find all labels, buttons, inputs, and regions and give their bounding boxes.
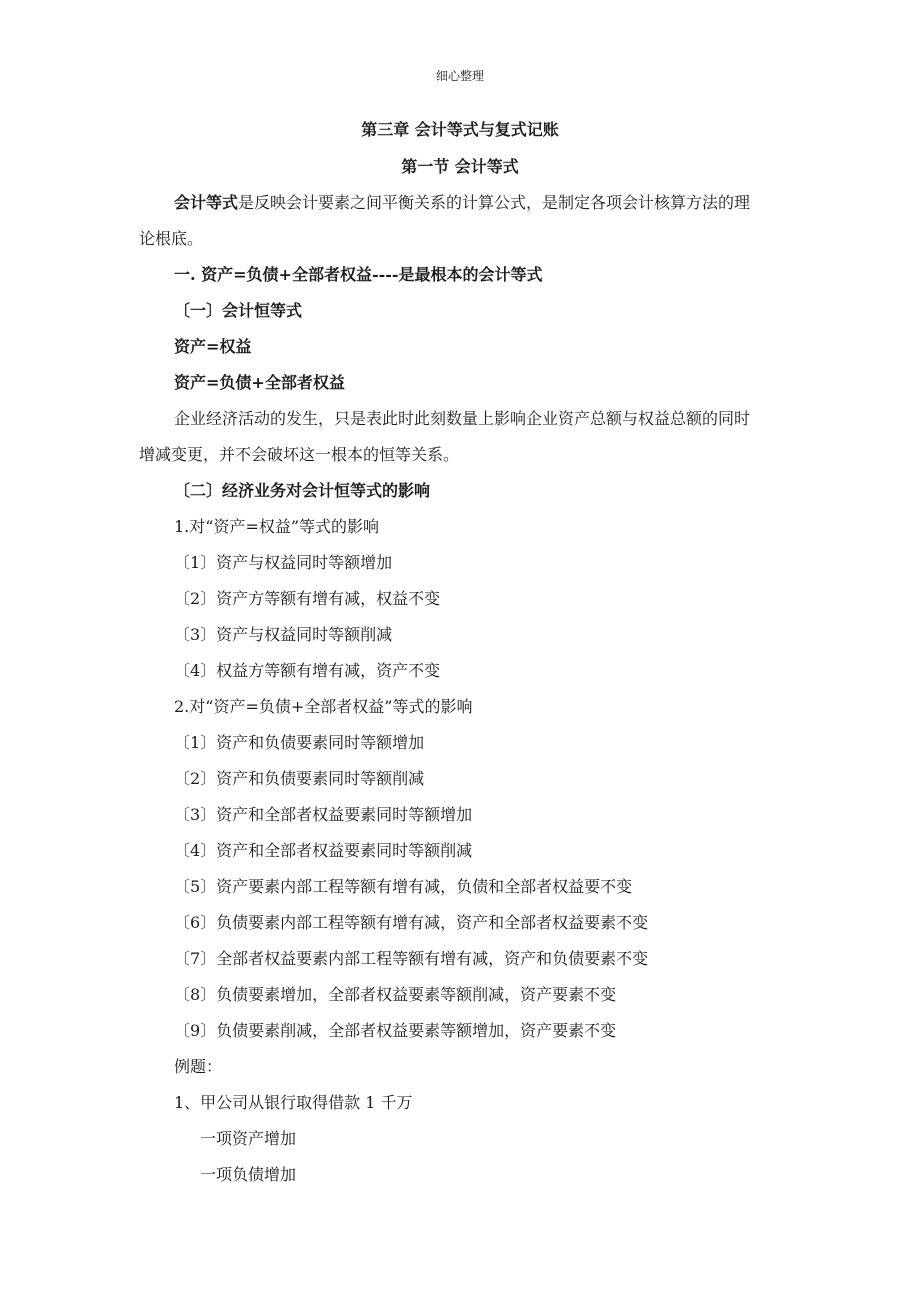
chapter-title: 第三章 会计等式与复式记账: [361, 120, 559, 139]
list-item: 〔3〕资产与权益同时等额削减: [174, 625, 393, 644]
list-item: 〔9〕负债要素削减，全部者权益要素等额增加，资产要素不变: [174, 1021, 617, 1040]
list-item: 〔8〕负债要素增加，全部者权益要素等额削减，资产要素不变: [174, 985, 617, 1004]
intro-line-1-rest: 是反映会计要素之间平衡关系的计算公式，是制定各项会计核算方法的理: [238, 193, 751, 212]
list-item: 〔7〕全部者权益要素内部工程等额有增有减，资产和负债要素不变: [174, 949, 649, 968]
point-2: 2.对“资产=负债+全部者权益”等式的影响: [174, 697, 473, 716]
subheading-1: 〔一〕会计恒等式: [174, 301, 303, 320]
list-item: 〔5〕资产要素内部工程等额有增有减，负债和全部者权益要不变: [174, 877, 633, 896]
list-item: 〔6〕负债要素内部工程等额有增有减，资产和全部者权益要素不变: [174, 913, 649, 932]
paragraph-1-line-2: 增减变更，并不会破坏这一根本的恒等关系。: [139, 445, 460, 464]
equation-1: 资产=权益: [174, 337, 252, 356]
list-item: 〔1〕资产和负债要素同时等额增加: [174, 733, 425, 752]
list-item: 〔4〕资产和全部者权益要素同时等额削减: [174, 841, 473, 860]
page-header: 细心整理: [435, 69, 484, 83]
list-item: 〔2〕资产和负债要素同时等额削减: [174, 769, 425, 788]
heading-1: 一. 资产=负债+全部者权益----是最根本的会计等式: [174, 265, 543, 284]
intro-line-2: 论根底。: [139, 229, 204, 248]
section-title: 第一节 会计等式: [401, 157, 519, 176]
list-item: 〔3〕资产和全部者权益要素同时等额增加: [174, 805, 473, 824]
list-item: 〔1〕资产与权益同时等额增加: [174, 553, 393, 572]
example-1-line: 一项负债增加: [200, 1165, 297, 1184]
point-1: 1.对“资产=权益”等式的影响: [174, 517, 380, 536]
intro-term: 会计等式: [174, 193, 239, 212]
equation-2: 资产=负债+全部者权益: [174, 373, 345, 392]
example-label: 例题：: [174, 1057, 223, 1076]
paragraph-1-line-1: 企业经济活动的发生，只是表此时此刻数量上影响企业资产总额与权益总额的同时: [174, 409, 751, 428]
list-item: 〔4〕权益方等额有增有减，资产不变: [174, 661, 441, 680]
example-1-line: 一项资产增加: [200, 1129, 297, 1148]
intro-line-1: [174, 193, 750, 213]
list-item: 〔2〕资产方等额有增有减，权益不变: [174, 589, 441, 608]
example-1-title: 1、甲公司从银行取得借款 1 千万: [174, 1093, 413, 1112]
subheading-2: 〔二〕经济业务对会计恒等式的影响: [174, 481, 431, 500]
